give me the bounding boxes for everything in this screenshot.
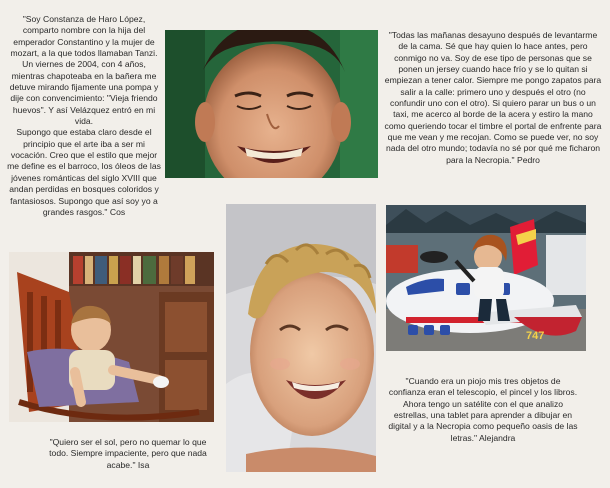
photo-alejandra — [386, 205, 586, 351]
plane-number: 747 — [526, 330, 545, 342]
quote-author: Alejandra — [479, 432, 516, 443]
quote-text: "Soy Constanza de Haro López, comparto nombre con la hija del emperador Constantino y la mujer de mozart, a la que todos llamaban Tanzi. Un viernes de 2004, con 4 años, mientras chapoteaba en la bañera me detuve mirando fijamente una pompa y dije con convencimiento: "Vieja friendo huevos". Y así Velázquez entró en mi vida. Supongo que estaba claro desde el principio que el arte iba a ser mi vocación. Creo que el estilo que mejor me define es el barroco, los óleos de las jóvenes románticas del siglo XVIII que andan perdidas en bosques coloridos y fantasiosos. Supongo que así soy yo a grandes rasgos." — [7, 14, 161, 217]
quote-text: "Todas las mañanas desayuno después de levantarme de la cama. Sé que hay quien lo hace antes, pero conmigo no va. Soy de ese tipo de personas que se ponen un jersey cuando hace frío y se lo quitan si empiezan a tener calor. Siempre me pongo zapatos para salir a la calle: primero uno y después el otro (no confundir uno con el otro). Si quiero parar un bus o un taxi, me acerco al borde de la acera y estiro la mano como queriendo tocar el timbre el portal de enfrente para que me vean y me recojan. Como se puede ver, no soy nada del otro mundo; todavía no sé por qué me ficharon para la Necropia." — [384, 30, 602, 165]
quote-author: Cos — [109, 206, 126, 217]
photo-isa — [226, 204, 376, 472]
quote-author: Isa — [137, 459, 150, 470]
toddler-laughing-illustration — [226, 204, 376, 472]
boy-smiling-illustration — [165, 30, 378, 178]
quote-alejandra — [388, 376, 578, 444]
quote-pedro — [383, 30, 603, 166]
quote-isa — [40, 437, 216, 471]
baby-rocking-chair-illustration — [9, 252, 214, 422]
quote-constanza — [6, 14, 162, 218]
quote-author: Pedro — [516, 154, 540, 165]
photo-pedro — [165, 30, 378, 178]
quote-text: "Quiero ser el sol, pero no quemar lo que todo. Siempre impaciente, pero que nada acabe." — [49, 437, 207, 470]
quote-text: "Cuando era un piojo mis tres objetos de confianza eran el telescopio, el pincel y los libros. Ahora tengo un satélite con el que analizo estrellas, una tablet para aprender a dibujar en digital y a la Necropia como pequeño oasis de las letras." — [388, 376, 578, 443]
photo-cos — [9, 252, 214, 422]
child-airplane-illustration — [386, 205, 586, 351]
